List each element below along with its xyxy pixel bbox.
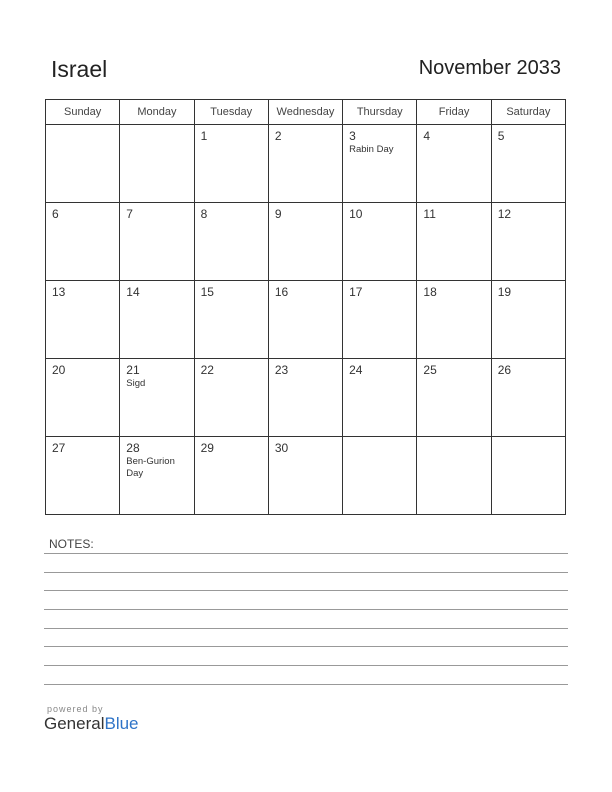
day-cell (491, 281, 565, 359)
weekday-saturday: Saturday (491, 100, 565, 125)
day-cell (491, 359, 565, 437)
brand-blue: Blue (104, 714, 139, 733)
day-cell (417, 437, 491, 515)
day-cell (417, 281, 491, 359)
day-number: 28 (126, 441, 140, 455)
day-cell (268, 437, 342, 515)
day-cell (268, 281, 342, 359)
day-number: 9 (274, 207, 282, 221)
day-number: 27 (52, 441, 66, 455)
day-cell (194, 359, 268, 437)
week-row (46, 203, 566, 281)
day-number: 4 (423, 129, 431, 143)
day-cell (343, 125, 417, 203)
day-cell (268, 203, 342, 281)
day-cell (343, 203, 417, 281)
weekday-friday: Friday (417, 100, 491, 125)
day-cell (417, 125, 491, 203)
day-cell (343, 359, 417, 437)
day-cell (343, 281, 417, 359)
day-number: 26 (497, 363, 512, 377)
day-number: 18 (423, 285, 437, 299)
holiday-label: Rabin Day (349, 144, 394, 155)
day-number: 8 (200, 207, 208, 221)
weekday-wednesday: Wednesday (268, 100, 342, 125)
weekday-tuesday: Tuesday (194, 100, 268, 125)
note-line (44, 609, 568, 610)
day-number: 21 (126, 363, 140, 377)
day-number: 11 (423, 207, 436, 221)
day-number: 10 (349, 207, 363, 221)
day-cell (194, 281, 268, 359)
holiday-label: Ben-Gurion Day (126, 456, 175, 479)
day-cell (46, 359, 120, 437)
brand-general: General (44, 714, 105, 733)
week-row (46, 437, 566, 515)
weekday-sunday: Sunday (46, 100, 120, 125)
note-line (44, 572, 568, 573)
day-cell (46, 125, 120, 203)
day-cell (491, 125, 565, 203)
note-line (44, 628, 568, 629)
day-number: 15 (200, 285, 214, 299)
day-cell (194, 203, 268, 281)
day-cell (120, 125, 194, 203)
day-number: 30 (274, 441, 289, 455)
day-number: 17 (349, 285, 363, 299)
week-row (46, 281, 566, 359)
day-number: 29 (200, 441, 214, 455)
day-cell (343, 437, 417, 515)
note-line (44, 646, 568, 647)
day-number: 24 (349, 363, 363, 377)
day-number: 25 (423, 363, 437, 377)
notes-label: NOTES: (49, 537, 94, 551)
country-title: Israel (51, 56, 108, 82)
day-number: 23 (274, 363, 289, 377)
note-line (44, 553, 568, 554)
calendar-grid (45, 99, 566, 515)
day-number: 6 (52, 207, 59, 221)
day-cell (46, 437, 120, 515)
day-cell (120, 203, 194, 281)
week-row (46, 125, 566, 203)
day-cell (46, 203, 120, 281)
day-cell (46, 281, 120, 359)
day-number: 12 (497, 207, 512, 221)
day-number: 14 (126, 285, 140, 299)
note-line (44, 590, 568, 591)
weekday-thursday: Thursday (343, 100, 417, 125)
day-cell (417, 203, 491, 281)
day-cell (194, 437, 268, 515)
day-number: 1 (200, 129, 208, 143)
day-cell (194, 125, 268, 203)
day-number: 19 (497, 285, 512, 299)
brand-logo (44, 714, 139, 734)
day-number: 5 (497, 129, 505, 143)
day-cell (491, 203, 565, 281)
note-line (44, 684, 568, 685)
day-number: 13 (52, 285, 66, 299)
day-cell (268, 125, 342, 203)
day-cell (120, 437, 194, 515)
footer-logo (44, 704, 139, 734)
day-cell (120, 359, 194, 437)
holiday-label: Sigd (126, 378, 146, 389)
day-cell (120, 281, 194, 359)
weekday-header-row (46, 100, 566, 125)
day-number: 2 (274, 129, 282, 143)
day-number: 20 (52, 363, 66, 377)
powered-by-text: powered by (47, 704, 104, 714)
day-cell (268, 359, 342, 437)
day-cell (417, 359, 491, 437)
week-row (46, 359, 566, 437)
note-line (44, 665, 568, 666)
day-number: 3 (349, 129, 356, 143)
day-cell (491, 437, 565, 515)
month-year-title: November 2033 (418, 57, 561, 79)
day-number: 22 (200, 363, 214, 377)
weekday-monday: Monday (120, 100, 194, 125)
day-number: 16 (274, 285, 289, 299)
day-number: 7 (126, 207, 133, 221)
